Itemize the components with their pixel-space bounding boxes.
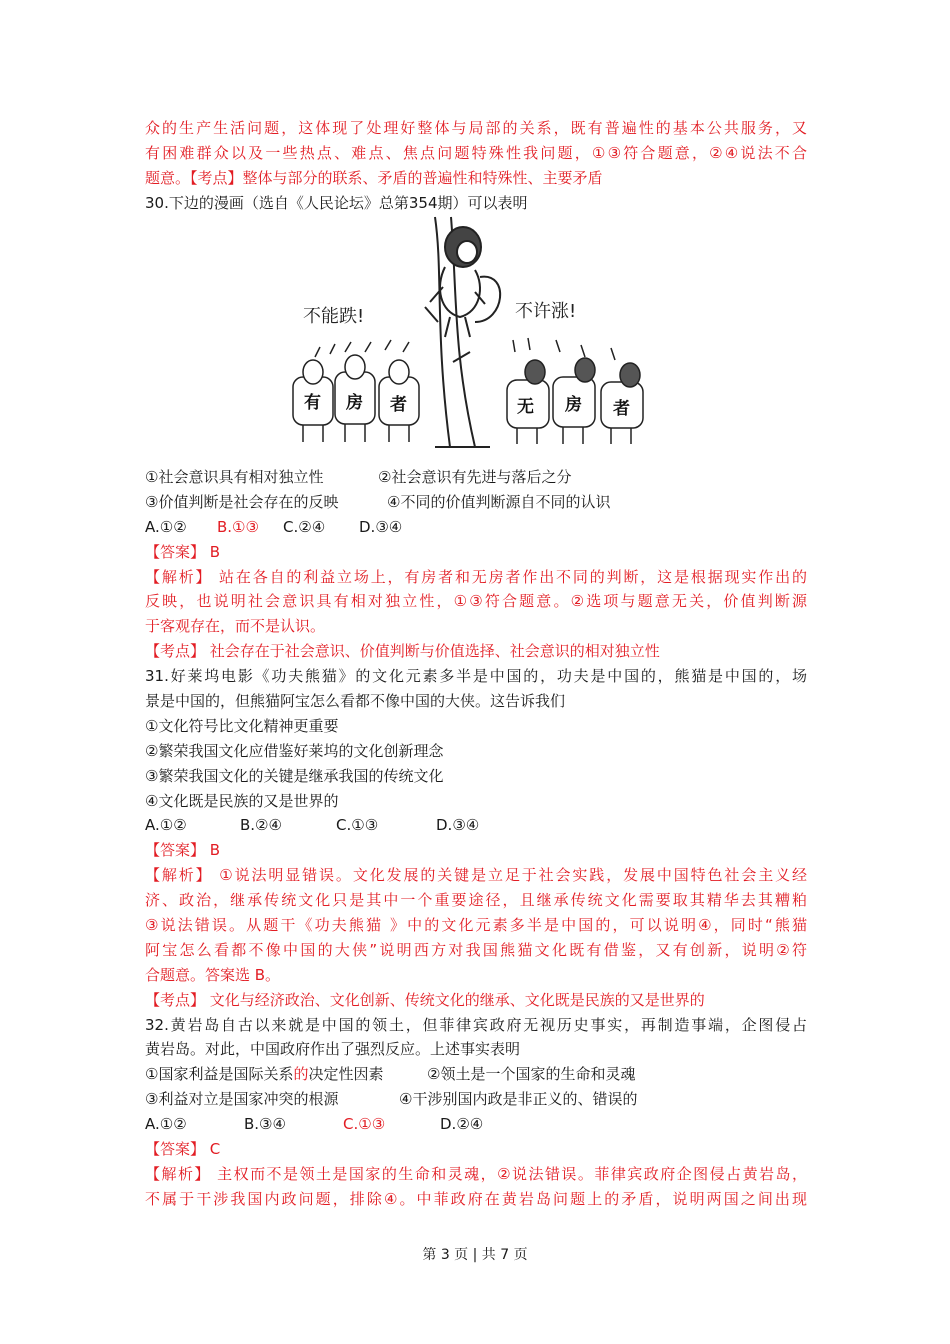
cartoon-image [285,212,670,452]
option-a: A.①② [145,816,187,835]
analysis-text: 主权而不是领土是国家的生命和灵魂，②说法错误。菲律宾政府企图侵占黄岩岛， [217,1164,807,1183]
analysis-text: 站在各自的利益立场上，有房者和无房者作出不同的判断，这是根据现实作出的 [219,567,807,586]
analysis-line: ③说法错误。从题干《功夫熊猫 》中的文化元素多半是中国的，可以说明④，同时“熊猫 [145,916,807,935]
option-d: D.③④ [359,517,403,536]
statement-part: 的 [293,1065,309,1084]
answer-value: C [209,1140,221,1159]
statement: ①文化符号比文化精神更重要 [145,716,339,735]
statement: ④文化既是民族的又是世界的 [145,791,339,810]
point-text: 文化与经济政治、文化创新、传统文化的继承、文化既是民族的又是世界的 [209,990,705,1009]
page-footer: 第 3 页 | 共 7 页 [422,1247,528,1263]
option-b: B.①③ [217,517,259,536]
q30-analysis [145,565,807,590]
q31-point [145,988,807,1013]
q31-stem: 景是中国的，但熊猫阿宝怎么看都不像中国的大侠。这告诉我们 [145,692,566,711]
option-c: C.①③ [343,1115,386,1134]
analysis-text: ①说法明显错误。文化发展的关键是立足于社会实践，发展中国特色社会主义经 [219,866,807,885]
statement: ①社会意识具有相对独立性 [145,468,324,486]
right-caption: 不许涨! [515,301,577,322]
q30-answer [145,540,807,565]
analysis-line: 不属于干涉我国内政问题，排除④。中菲政府在黄岩岛问题上的矛盾，说明两国之间出现 [145,1189,807,1208]
q31-answer [145,838,807,863]
statement-part: ①国家利益是国际关系 [145,1065,294,1084]
analysis-label: 【解析】 [145,567,213,586]
q32-statements-row [145,1062,807,1087]
q30-point [145,639,807,664]
answer-label: 【答案】 [145,542,206,561]
q30-statements-row [145,490,807,515]
q30-stem: 30.下边的漫画（选自《人民论坛》总第354期）可以表明 [145,193,528,212]
statement: ②领土是一个国家的生命和灵魂 [427,1065,636,1084]
statement: ④不同的价值判断源自不同的认识 [387,492,611,511]
analysis-line: 反映，也说明社会意识具有相对独立性，①③符合题意。②选项与题意无关，价值判断源 [145,592,807,611]
answer-label: 【答案】 [145,841,206,860]
q32-analysis [145,1162,807,1187]
statement: ③利益对立是国家冲突的根源 [145,1090,339,1109]
option-d: D.③④ [436,816,480,835]
q32-statements-row [145,1087,807,1112]
option-b: B.③④ [244,1115,286,1134]
option-c: C.①③ [336,816,379,835]
previous-question-continuation [145,116,807,216]
text-line: 有困难群众以及一些热点、难点、焦点问题特殊性我问题，①③符合题意，②④说法不合 [145,143,807,162]
group-label: 房 [565,395,582,415]
q32-stem: 黄岩岛。对此，中国政府作出了强烈反应。上述事实表明 [145,1040,521,1059]
analysis-label: 【解析】 [145,1164,211,1183]
q32-stem: 32.黄岩岛自古以来就是中国的领土，但菲律宾政府无视历史事实，再制造事端，企图侵占 [145,1015,807,1034]
q32-options [145,1112,807,1137]
answer-label: 【答案】 [145,1140,206,1159]
statement-part: 决定性因素 [308,1065,384,1084]
text-line: 题意。【考点】整体与部分的联系、矛盾的普遍性和特殊性、主要矛盾 [145,168,603,187]
statement: ③价值判断是社会存在的反映 [145,492,339,511]
answer-value: B [209,542,221,561]
text-line: 众的生产生活问题，这体现了处理好整体与局部的关系，既有普遍性的基本公共服务，又 [145,119,807,137]
questions-body [145,465,807,1212]
option-d: D.②④ [440,1115,484,1134]
option-a: A.①② [145,1115,187,1134]
group-label: 无 [517,397,534,417]
analysis-line: 阿宝怎么看都不像中国的大侠”说明西方对我国熊猫文化既有借鉴，又有创新，说明②符 [145,940,807,959]
group-label: 者 [613,399,630,419]
point-label: 【考点】 [145,990,206,1009]
q31-options [145,813,807,838]
statement: ③繁荣我国文化的关键是继承我国的传统文化 [145,766,444,785]
q30-statements-row [145,465,807,490]
option-b: B.②④ [240,816,282,835]
analysis-line: 于客观存在，而不是认识。 [145,617,326,636]
point-label: 【考点】 [145,642,206,661]
statement: ②社会意识有先进与落后之分 [378,468,572,486]
q31-analysis [145,863,807,888]
group-label: 者 [390,395,407,415]
q32-answer [145,1137,807,1162]
statement: ④干涉别国内政是非正义的、错误的 [399,1090,638,1109]
option-a: A.①② [145,517,187,536]
statement: ②繁荣我国文化应借鉴好莱坞的文化创新理念 [145,741,444,760]
analysis-line: 合题意。答案选 B。 [145,965,281,984]
q31-stem: 31.好莱坞电影《功夫熊猫》的文化元素多半是中国的，功夫是中国的，熊猫是中国的，场 [145,667,807,686]
figure-body [440,267,480,317]
analysis-line: 济、政治，继承传统文化只是其中一个重要途径，且继承传统文化需要取其精华去其糟粕 [145,891,807,910]
group-label: 房 [346,393,363,413]
analysis-label: 【解析】 [145,866,213,885]
q30-options [145,515,807,540]
group-label: 有 [304,393,321,413]
answer-value: B [209,841,221,860]
option-c: C.②④ [283,517,326,536]
statement [145,1062,427,1087]
left-caption: 不能跌! [303,306,365,327]
point-text: 社会存在于社会意识、价值判断与价值选择、社会意识的相对独立性 [209,642,660,661]
